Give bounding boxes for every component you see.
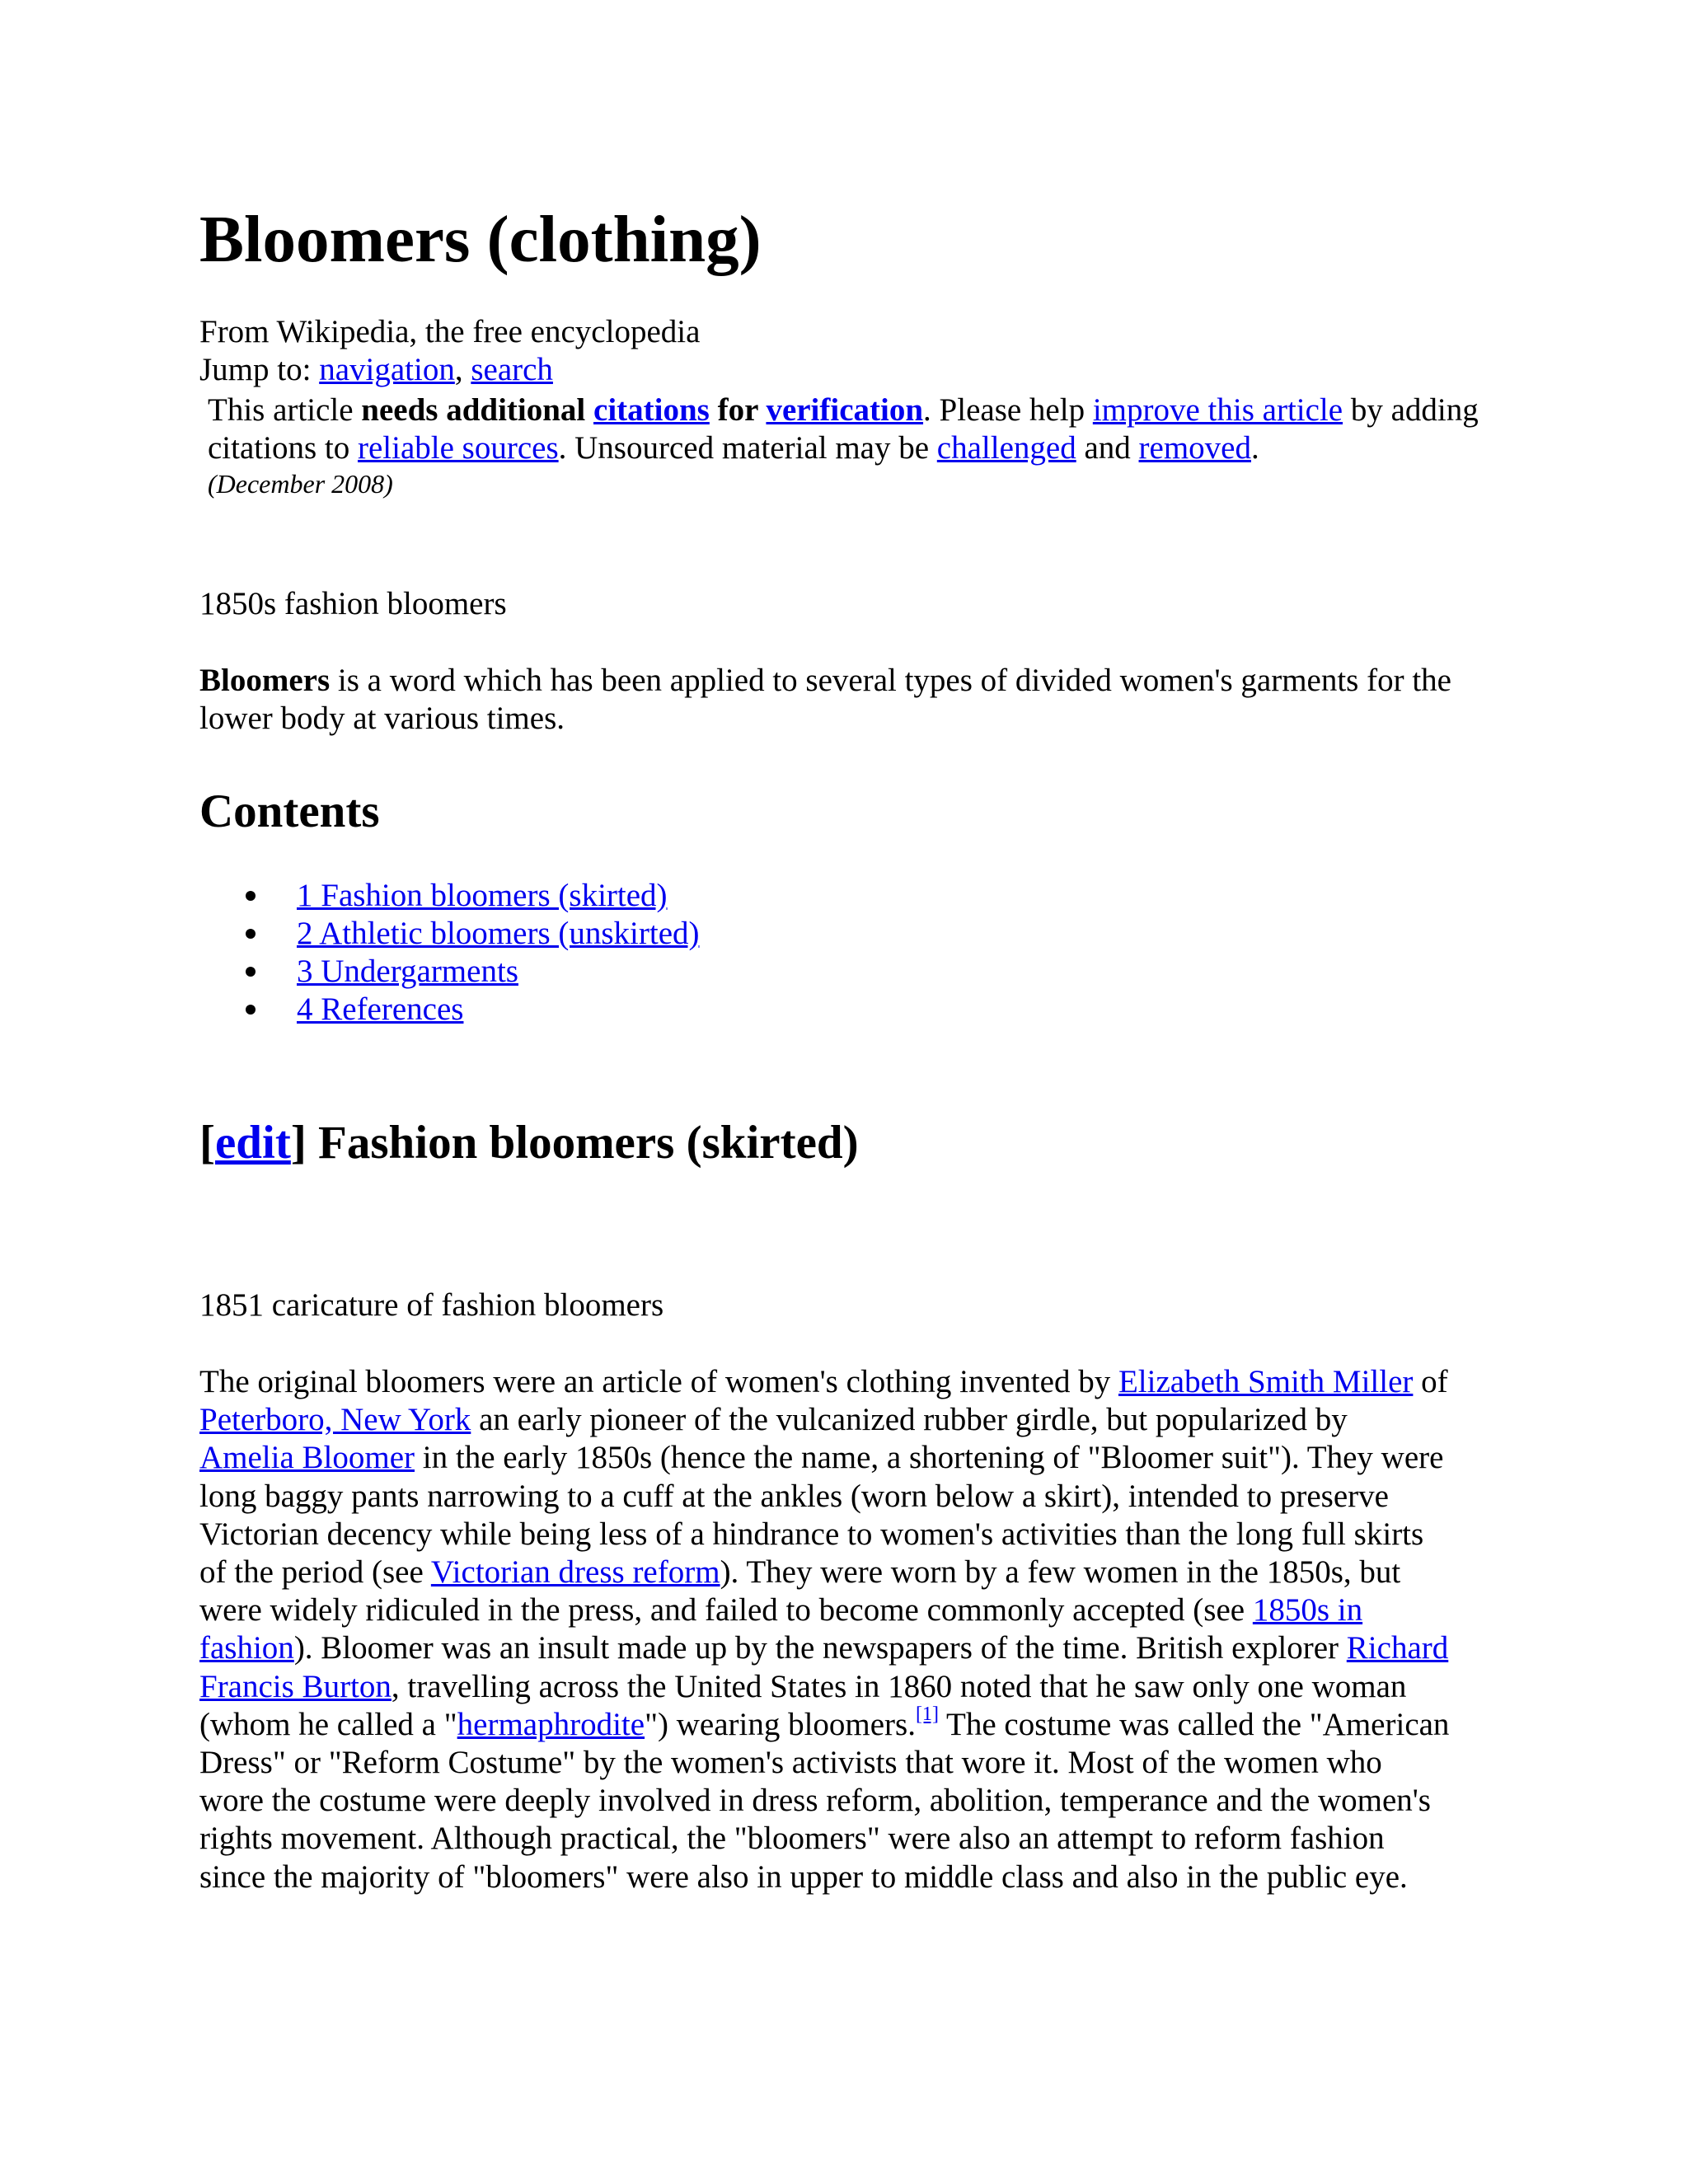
1850s-in-fashion-link[interactable]: 1850s in bbox=[1252, 1592, 1363, 1629]
victorian-dress-reform-link[interactable]: Victorian dress reform bbox=[430, 1554, 720, 1591]
notice-text: and bbox=[1076, 430, 1139, 466]
toc-link-references[interactable]: 4 References bbox=[297, 991, 464, 1027]
table-of-contents bbox=[199, 877, 700, 1029]
edit-section-link[interactable]: edit bbox=[214, 1117, 291, 1169]
notice-text: This article bbox=[208, 392, 362, 428]
toc-link-undergarments[interactable]: 3 Undergarments bbox=[297, 954, 518, 989]
body-text: The costume was called the "American bbox=[938, 1706, 1450, 1742]
image-caption: 1851 caricature of fashion bloomers bbox=[199, 1287, 664, 1323]
intro-text: lower body at various times. bbox=[199, 701, 565, 737]
body-text: since the majority of "bloomers" were also in upper to middle class and also in the public eye. bbox=[199, 1858, 1408, 1895]
jump-separator: , bbox=[454, 352, 471, 387]
body-text: rights movement. Although practical, the "bloomers" were also an attempt to reform fashion bbox=[199, 1821, 1385, 1857]
jump-to-line bbox=[199, 351, 553, 389]
citations-link[interactable]: citations bbox=[593, 392, 710, 428]
body-text: , travelling across the United States in 1860 noted that he saw only one woman bbox=[391, 1668, 1407, 1704]
body-text: of bbox=[1413, 1364, 1448, 1399]
elizabeth-smith-miller-link[interactable]: Elizabeth Smith Miller bbox=[1118, 1364, 1414, 1399]
toc-item bbox=[199, 877, 700, 915]
notice-text: by adding citations to bbox=[208, 392, 1479, 466]
intro-text: is a word which has been applied to several types of divided women's garments for the bbox=[330, 663, 1451, 698]
1850s-in-fashion-link[interactable]: fashion bbox=[199, 1630, 294, 1666]
body-text: ). They were worn by a few women in the 1850s, but bbox=[720, 1554, 1401, 1591]
toc-link-athletic-bloomers[interactable]: 2 Athletic bloomers (unskirted) bbox=[297, 916, 700, 951]
intro-paragraph bbox=[199, 662, 1502, 738]
reference-1-link[interactable]: [1] bbox=[915, 1703, 939, 1725]
body-text: wore the costume were deeply involved in dress reform, abolition, temperance and the women's bbox=[199, 1783, 1431, 1819]
section-heading-fashion-bloomers bbox=[199, 1114, 859, 1172]
verification-link[interactable]: verification bbox=[766, 392, 924, 428]
body-paragraph bbox=[199, 1363, 1502, 1896]
bullet-icon bbox=[246, 967, 256, 977]
hermaphrodite-link[interactable]: hermaphrodite bbox=[457, 1706, 645, 1742]
citation-notice bbox=[208, 391, 1493, 500]
body-text: long baggy pants narrowing to a cuff at the ankles (worn below a skirt), intended to preserve bbox=[199, 1478, 1389, 1514]
toc-link-fashion-bloomers[interactable]: 1 Fashion bloomers (skirted) bbox=[297, 878, 668, 913]
notice-bold-text: needs additional bbox=[361, 392, 594, 428]
body-text: ). Bloomer was an insult made up by the newspapers of the time. British explorer bbox=[293, 1630, 1347, 1666]
body-text: were widely ridiculed in the press, and failed to become commonly accepted (see bbox=[199, 1592, 1253, 1629]
bullet-icon bbox=[246, 891, 256, 901]
image-caption: 1850s fashion bloomers bbox=[199, 586, 507, 621]
site-subtitle: From Wikipedia, the free encyclopedia bbox=[199, 314, 701, 349]
body-text: Victorian decency while being less of a hindrance to women's activities than the long full skirts bbox=[199, 1516, 1424, 1552]
toc-item bbox=[199, 991, 700, 1029]
jump-to-label: Jump to: bbox=[199, 352, 320, 387]
richard-francis-burton-link[interactable]: Richard bbox=[1346, 1630, 1449, 1666]
toc-item bbox=[199, 953, 700, 991]
richard-francis-burton-link[interactable]: Francis Burton bbox=[199, 1668, 392, 1704]
edit-bracket: ] bbox=[290, 1117, 319, 1169]
amelia-bloomer-link[interactable]: Amelia Bloomer bbox=[199, 1440, 415, 1476]
bullet-icon bbox=[246, 1005, 256, 1015]
improve-article-link[interactable]: improve this article bbox=[1092, 392, 1343, 428]
contents-heading: Contents bbox=[199, 785, 380, 837]
bullet-icon bbox=[246, 929, 256, 939]
notice-text: . Please help bbox=[923, 392, 1093, 428]
jump-search-link[interactable]: search bbox=[471, 352, 553, 387]
page-title: Bloomers (clothing) bbox=[199, 202, 762, 276]
body-text: The original bloomers were an article of women's clothing invented by bbox=[199, 1364, 1118, 1399]
challenged-link[interactable]: challenged bbox=[936, 430, 1076, 466]
body-text: Dress" or "Reform Costume" by the women's activists that wore it. Most of the women who bbox=[199, 1745, 1382, 1781]
notice-date: (December 2008) bbox=[208, 469, 393, 499]
notice-text: . bbox=[1250, 430, 1259, 466]
edit-bracket: [ bbox=[199, 1117, 215, 1169]
toc-item bbox=[199, 915, 700, 953]
peterboro-link[interactable]: Peterboro, New York bbox=[199, 1402, 471, 1438]
removed-link[interactable]: removed bbox=[1138, 430, 1251, 466]
notice-bold-text: for bbox=[709, 392, 767, 428]
intro-term: Bloomers bbox=[199, 663, 331, 698]
jump-navigation-link[interactable]: navigation bbox=[319, 352, 455, 387]
body-text: ") wearing bloomers. bbox=[645, 1706, 916, 1742]
body-text: in the early 1850s (hence the name, a shortening of "Bloomer suit"). They were bbox=[415, 1440, 1444, 1476]
reliable-sources-link[interactable]: reliable sources bbox=[357, 430, 559, 466]
notice-text: . Unsourced material may be bbox=[558, 430, 937, 466]
section-title: Fashion bloomers (skirted) bbox=[318, 1117, 859, 1169]
body-text: (whom he called a " bbox=[199, 1706, 457, 1742]
body-text: of the period (see bbox=[199, 1554, 431, 1591]
body-text: an early pioneer of the vulcanized rubber girdle, but popularized by bbox=[471, 1402, 1348, 1438]
